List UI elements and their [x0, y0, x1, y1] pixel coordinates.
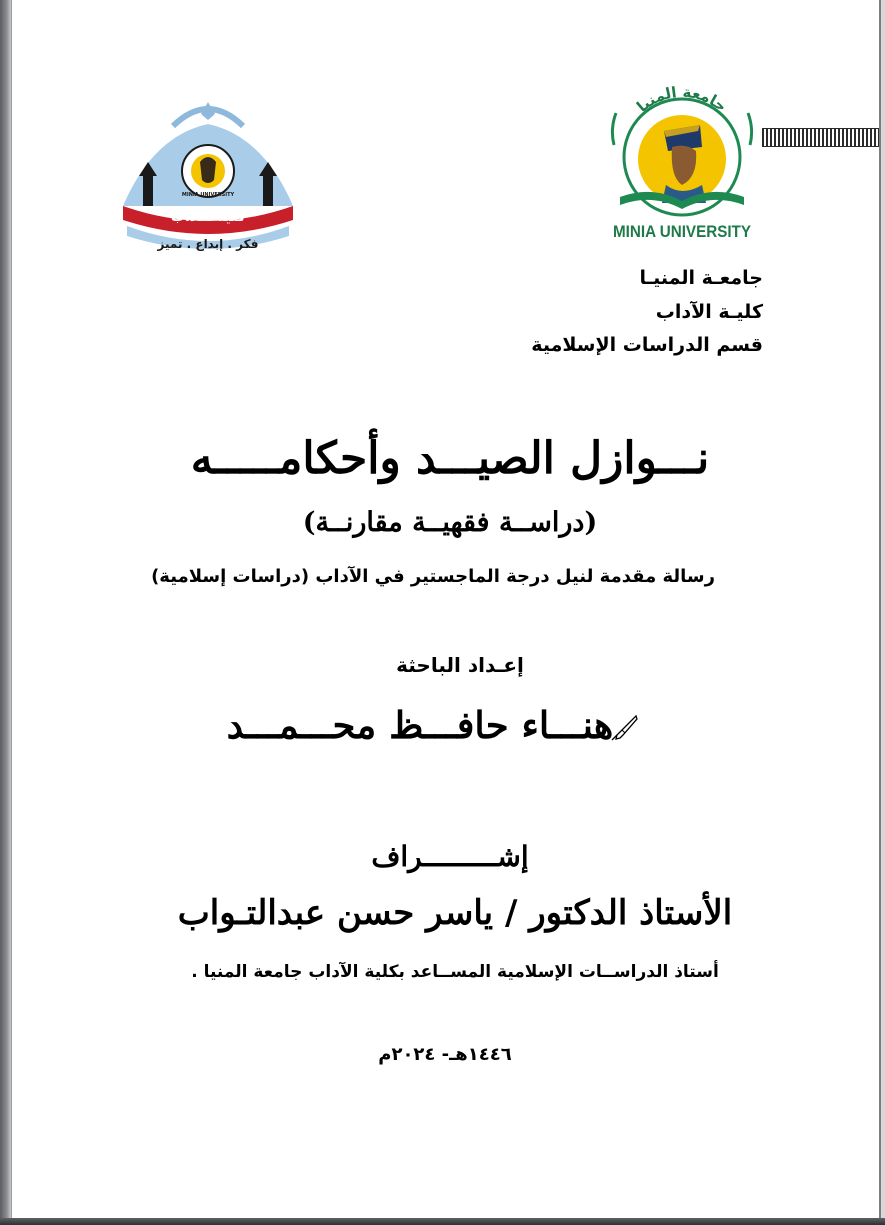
thesis-title: نـــوازل الصيـــد وأحكامـــــه	[190, 433, 710, 484]
prepared-by-label: إعـداد الباحثة	[396, 653, 524, 677]
thesis-subtitle: (دراســة فقهيــة مقارنــة)	[302, 507, 598, 538]
supervisor-title: أستاذ الدراســات الإسلامية المســاعد بكلية الآداب جامعة المنيا .	[191, 962, 719, 982]
viewer-bottom-edge	[0, 1218, 885, 1225]
viewer-right-edge	[881, 0, 885, 1225]
svg-text:جامعة المنيا	[633, 85, 730, 116]
thesis-date: ١٤٤٦هـ- ٢٠٢٤م	[378, 1044, 512, 1065]
department-name: قسم الدراسات الإسلامية	[531, 334, 763, 356]
arts-logo-english: MINIA UNIVERSITY	[181, 192, 235, 198]
arts-logo-name: كلية الآداب	[170, 209, 246, 225]
arts-logo-motto: فكر . إبداع . تميز	[157, 237, 259, 251]
supervision-label: إشـــــــــراف	[371, 840, 529, 873]
scan-strip-decoration	[762, 128, 879, 147]
page-frame-left	[11, 0, 12, 1218]
viewer-left-edge	[0, 0, 11, 1225]
minia-logo-arabic: جامعة المنيا	[633, 85, 731, 116]
author-name: هنـــاء حافـــظ محـــمـــد	[226, 703, 614, 747]
supervisor-name: الأستاذ الدكتور / ياسر حسن عبدالتـواب	[177, 893, 733, 933]
faculty-name: كليـة الآداب	[655, 301, 763, 323]
university-name: جامعـة المنيـا	[639, 267, 763, 289]
thesis-purpose: رسالة مقدمة لنيل درجة الماجستير في الآداب (دراسات إسلامية)	[151, 566, 715, 587]
minia-university-logo	[606, 85, 758, 243]
faculty-arts-emblem-icon	[113, 96, 303, 264]
minia-logo-english: MINIA UNIVERSITY	[613, 222, 752, 241]
